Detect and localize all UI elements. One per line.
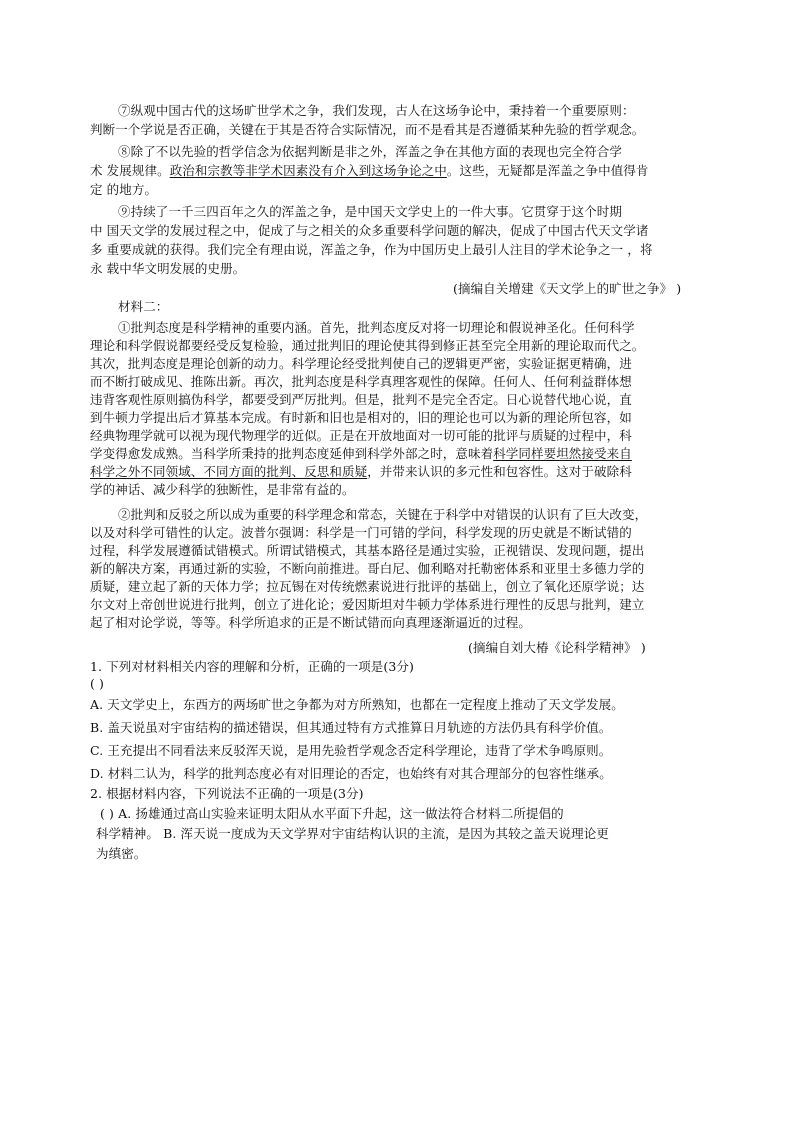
m2-para-1-line-8 [90,446,632,462]
m2-para-1-line-6: 到牛顿力学提出后才算基本完成。有时新和旧也是相对的，旧的理论也可以为新的理论所包容，如 [90,410,632,425]
para-9-line-1: ⑨持续了一千三四百年之久的浑盖之争，是中国天文学史上的一件大事。它贯穿于这个时期 [118,204,623,219]
m2-para-1-line-1: ①批判态度是科学精神的重要内涵。首先，批判态度反对将一切理论和假说神圣化。任何科学 [118,320,635,335]
para-8-text-c: 。这些，无疑都是浑盖之争中值得肯 [446,163,649,178]
source-note-2: (摘编自刘大椿《论科学精神》 ) [468,640,646,655]
para-8-text-a: 术 发展规律。 [90,163,170,178]
m2-para-2-line-3: 过程，科学发展遵循试错模式。所谓试错模式，其基本路径是通过实验，正视错误、发现问题，提出 [90,543,645,558]
m2-para-1-line-3: 其次，批判态度是理论创新的动力。科学理论经受批判使自己的逻辑更严密，实验证据更精确，进 [90,356,632,371]
m2-para-1-text-b: ，并带来认识的多元性和包容性。这对于破除科 [367,464,632,479]
para-8-line-3: 定 的地方。 [90,182,158,197]
material-2-heading: 材料二： [118,299,169,314]
question-2-option-b-cont: 为缜密。 [96,846,147,861]
m2-para-2-line-5: 质疑，建立起了新的天体力学；拉瓦锡在对传统燃素说进行批评的基础上，创立了氧化还原学说；达 [90,579,645,594]
para-8-line-1: ⑧除了不以先验的哲学信念为依据判断是非之外，浑盖之争在其他方面的表现也完全符合学 [118,144,623,159]
m2-para-2-line-6: 尔文对上帝创世说进行批判，创立了进化论；爱因斯坦对牛顿力学体系进行理性的反思与批判，建立 [90,597,645,612]
question-2-option-b: 科学精神。 B. 浑天说一度成为天文学界对宇宙结构认识的主流，是因为其较之盖天说理论更 [96,826,609,841]
para-9-line-3: 多 重要成就的获得。我们完全有理由说，浑盖之争，作为中国历史上最引人注目的学术论争之一 ，将 [90,242,653,257]
question-1-option-c: C. 王充提出不同看法来反驳浑天说，是用先验哲学观念否定科学理论，违背了学术争鸣原则。 [90,743,612,758]
m2-para-1-text-a: 学变得愈发成熟。当科学所秉持的批判态度延伸到科学外部之时，意味着 [90,446,494,461]
question-1-stem: 1. 下列对材料相关内容的理解和分析，正确的一项是(3分) [90,659,415,674]
underlined-phrase-accept: 科学同样要坦然接受来自 [493,446,632,461]
question-1-option-b: B. 盖天说虽对宇宙结构的描述错误，但其通过特有方式推算日月轨迹的方法仍具有科学价值。 [90,720,612,735]
underlined-phrase-politics: 政治和宗教等非学术因素没有介入到这场争论之中 [169,163,447,178]
m2-para-1-line-5: 违背客观性原则搞伪科学，都要受到严厉批判。但是，批判不是完全否定。日心说替代地心说，直 [90,392,632,407]
para-9-line-2: 中 国天文学的发展过程之中，促成了与之相关的众多重要科学问题的解决，促成了中国古代天文学诸 [90,223,649,238]
m2-para-1-line-7: 经典物理学就可以视为现代物理学的近似。正是在开放地面对一切可能的批评与质疑的过程中，科 [90,428,632,443]
question-1-answer-blank: ( ) [90,676,105,691]
m2-para-2-line-2: 以及对科学可错性的认定。波普尔强调：科学是一门可错的学问，科学发现的历史就是不断试错的 [90,525,632,540]
para-7-line-2: 判断一个学说是否正确，关键在于其是否符合实际情况，而不是看其是否遵循某种先验的哲学观念。 [90,122,645,137]
m2-para-1-line-10: 学的神话、减少科学的独断性，是非常有益的。 [90,482,355,497]
source-note-1: (摘编自关增建《天文学上的旷世之争》 ) [453,281,682,296]
question-2-option-a: ( ) A. 扬雄通过高山实验来证明太阳从水平面下升起，这一做法符合材料二所提倡的 [100,806,564,821]
question-1-option-a: A. 天文学史上，东西方的两场旷世之争都为对方所熟知，也都在一定程度上推动了天文学发展。 [90,697,624,712]
underlined-phrase-fields: 科学之外不同领域、不同方面的批判、反思和质疑 [90,464,368,479]
m2-para-1-line-4: 而不断打破成见、推陈出新。再次，批判态度是科学真理客观性的保障。任何人、任何利益群体想 [90,374,632,389]
para-9-line-4: 永 载中华文明发展的史册。 [90,261,246,276]
question-1-option-d: D. 材料二认为，科学的批判态度必有对旧理论的否定，也始终有对其合理部分的包容性继承。 [90,766,612,781]
m2-para-2-line-1: ②批判和反驳之所以成为重要的科学理念和常态，关键在于科学中对错误的认识有了巨大改变， [118,507,648,522]
m2-para-2-line-7: 起了相对论学说，等等。科学所追求的正是不断试错而向真理逐渐逼近的过程。 [90,615,532,630]
question-2-stem: 2. 根据材料内容，下列说法不正确的一项是(3分) [90,786,364,801]
m2-para-1-line-9 [90,464,632,480]
para-7-line-1: ⑦纵观中国古代的这场旷世学术之争，我们发现，古人在这场争论中，秉持着一个重要原则： [118,103,635,118]
para-8-line-2 [90,163,649,179]
m2-para-2-line-4: 新的解决方案，再通过新的实验，不断向前推进。哥白尼、伽利略对托勒密体系和亚里士多德力学的 [90,561,645,576]
m2-para-1-line-2: 理论和科学假说都要经受反复检验，通过批判旧的理论使其得到修正甚至完全用新的理论取而代之。 [90,338,645,353]
